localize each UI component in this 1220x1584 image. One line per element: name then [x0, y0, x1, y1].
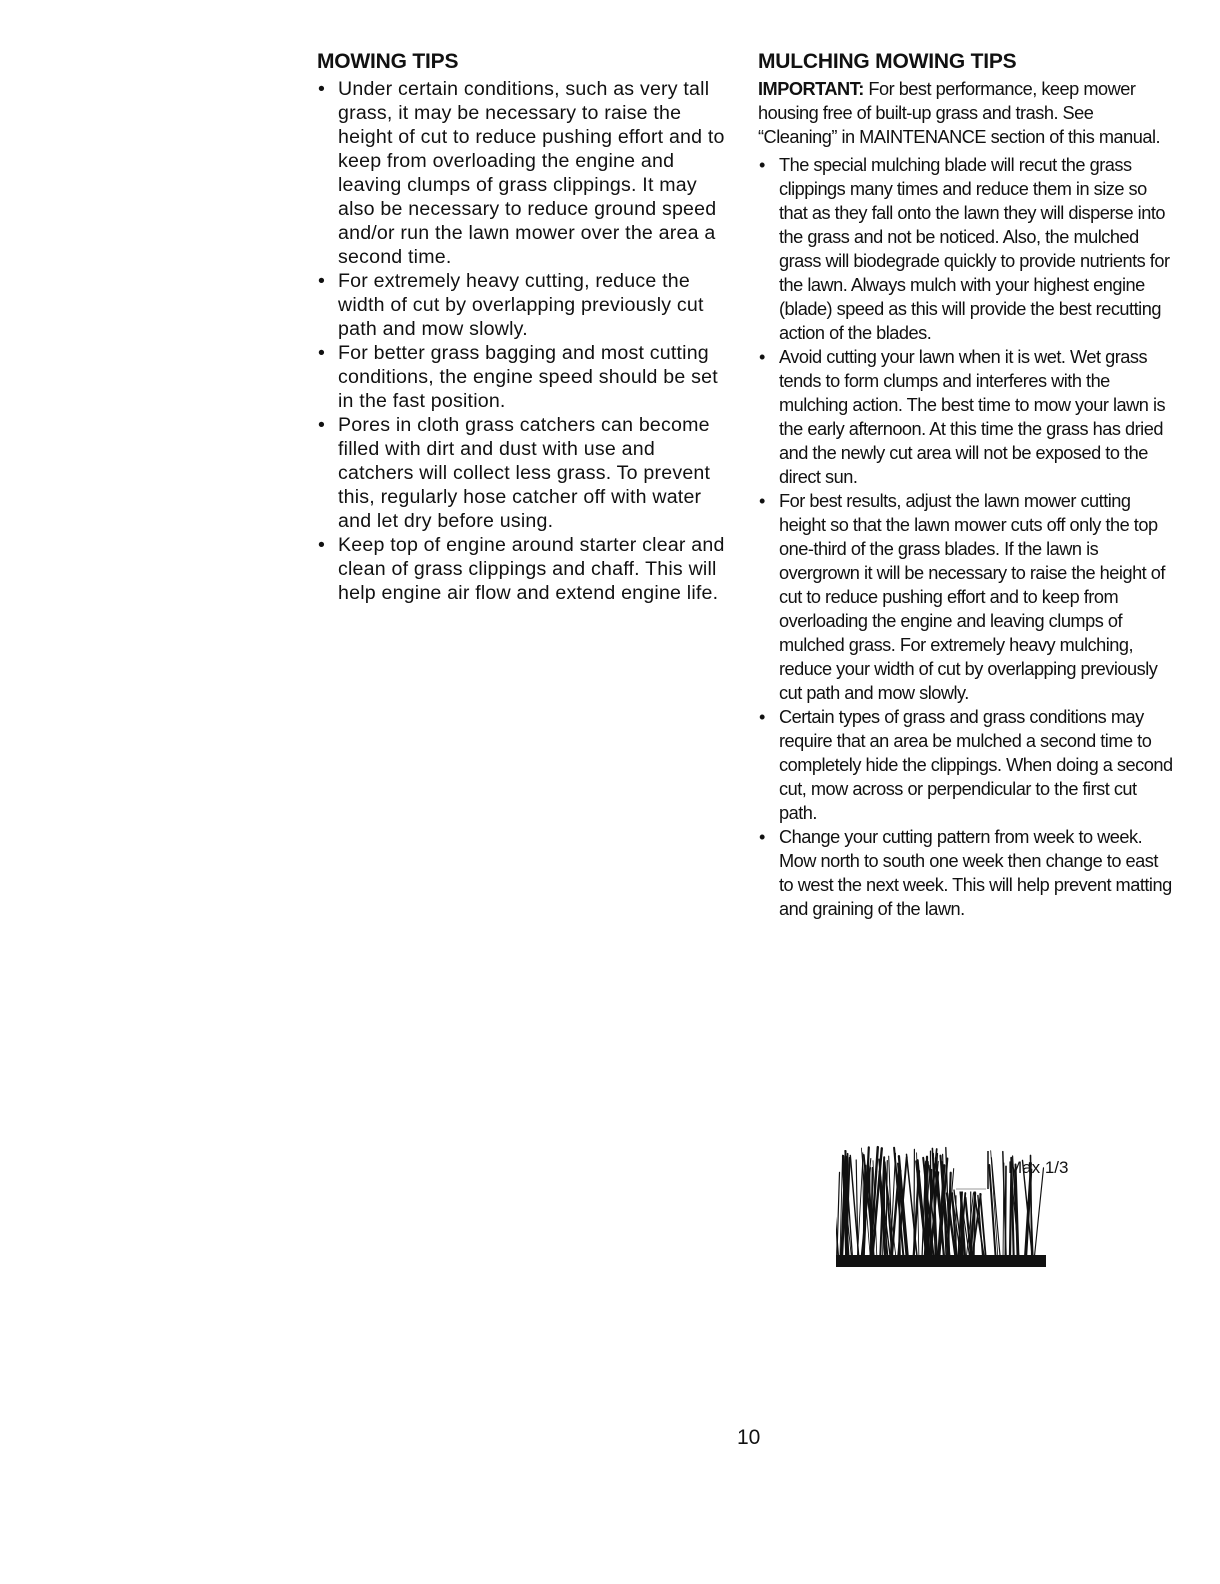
mowing-tips-section	[317, 50, 735, 605]
figure-caption: Max 1/3	[1008, 1158, 1069, 1177]
page-number: 10	[737, 1426, 761, 1449]
mowing-tips-list	[317, 77, 735, 605]
grass-blade	[914, 1149, 915, 1261]
list-item: • The special mulching blade will recut the grass clippings many times and reduce them in size so that as they fall onto the lawn they will disperse into the grass and not be noticed. Also, the mulched grass will biodegrade quickly to provide nutrients for the lawn. Always mulch with your highest engine (blade) speed as this will provide the best recutting action of the blades.	[758, 153, 1176, 345]
list-item: • Keep top of engine around starter clear and clean of grass clippings and chaff. This will help engine air flow and extend engine life.	[317, 533, 735, 605]
mulching-tips-section	[758, 50, 1176, 921]
important-label: IMPORTANT:	[758, 79, 864, 99]
list-item: • Certain types of grass and grass conditions may require that an area be mulched a second time to completely hide the clippings. When doing a second cut, mow across or perpendicular to the first cut path.	[758, 705, 1176, 825]
grass-blade	[1034, 1168, 1044, 1261]
list-item: • Avoid cutting your lawn when it is wet. Wet grass tends to form clumps and interferes with the mulching action. The best time to mow your lawn is the early afternoon. At this time the grass has dried and the newly cut area will not be exposed to the direct sun.	[758, 345, 1176, 489]
section-heading: MOWING TIPS	[317, 50, 459, 73]
list-item: • For better grass bagging and most cutting conditions, the engine speed should be set in the fast position.	[317, 341, 735, 413]
list-item: • For extremely heavy cutting, reduce the width of cut by overlapping previously cut path and mow slowly.	[317, 269, 735, 341]
list-item: • Pores in cloth grass catchers can become filled with dirt and dust with use and catchers will collect less grass. To prevent this, regularly hose catcher off with water and let dry before using.	[317, 413, 735, 533]
list-item: • For best results, adjust the lawn mower cutting height so that the lawn mower cuts off only the top one-third of the grass blades. If the lawn is overgrown it will be necessary to raise the height of cut to reduce pushing effort and to keep from overloading the engine and leaving clumps of mulched grass. For extremely heavy mulching, reduce your width of cut by overlapping previously cut path and mow slowly.	[758, 489, 1176, 705]
section-heading: MULCHING MOWING TIPS	[758, 50, 1017, 73]
important-note	[758, 77, 1176, 149]
grass-blade	[1005, 1166, 1006, 1261]
mulching-tips-list	[758, 153, 1176, 921]
important-text: For best performance, keep mower housing free of built-up grass and trash. See “Cleaning” in MAINTENANCE section of this manual.	[758, 79, 1161, 147]
list-item: • Under certain conditions, such as very tall grass, it may be necessary to raise the height of cut to reduce pushing effort and to keep from overloading the engine and leaving clumps of grass clippings. It may also be necessary to reduce ground speed and/or run the lawn mower over the area a second time.	[317, 77, 735, 269]
list-item: • Change your cutting pattern from week to week. Mow north to south one week then change to east to west the next week. This will help prevent matting and graining of the lawn.	[758, 825, 1176, 921]
